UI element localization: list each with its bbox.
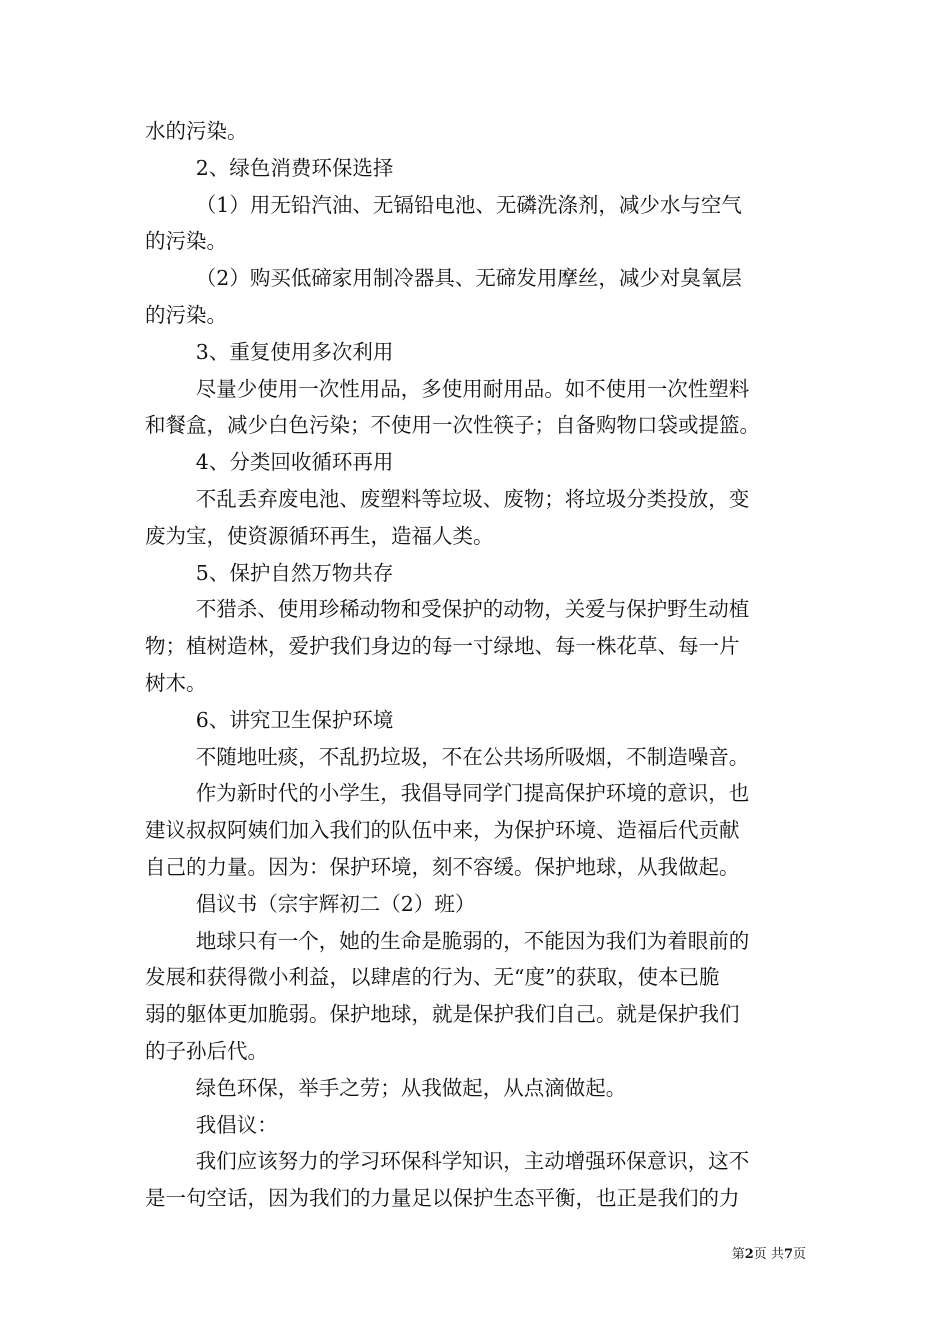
text-line [145,591,811,628]
text-line [145,113,811,150]
current-page-number: 2 [744,1247,754,1262]
text-line [145,996,811,1033]
text-line-content: 水的污染。 [145,119,248,143]
text-line-content: 废为宝，使资源循环再生，造福人类。 [145,523,494,548]
text-line [145,775,811,812]
text-line-content: 我们应该努力的学习环保科学知识，主动增强环保意识，这不 [195,1149,750,1174]
text-line-content: 绿色环保，举手之劳；从我做起，从点滴做起。 [195,1075,627,1100]
page-footer [732,1246,806,1264]
text-line [145,959,811,996]
text-line-content: 地球只有一个，她的生命是脆弱的，不能因为我们为着眼前的 [195,928,750,953]
text-line [145,923,811,960]
text-line [145,1033,811,1070]
text-line [145,849,811,886]
text-line [145,187,811,224]
text-line [145,334,811,371]
text-line-content: 的污染。 [145,229,227,254]
text-line-content: 不猎杀、使用珍稀动物和受保护的动物，关爱与保护野生动植 [195,597,750,622]
text-line-content: 是一句空话，因为我们的力量足以保护生态平衡，也正是我们的力 [145,1186,740,1211]
text-line-content: （2）购买低碲家用制冷器具、无碲发用摩丝，减少对臭氧层 [195,266,742,291]
text-line-content: 4、分类回收循环再用 [195,450,394,475]
text-line-content: 树木。 [145,670,207,695]
text-line [145,260,811,297]
text-line-content: 尽量少使用一次性用品，多使用耐用品。如不使用一次性塑料 [195,376,750,401]
text-line [145,665,811,702]
text-line [145,371,811,408]
footer-prefix: 第 [731,1247,745,1262]
text-line-content: 3、重复使用多次利用 [195,339,394,364]
text-line-content: 倡议书（宗宇辉初二（2）班） [195,891,476,916]
text-line [145,1107,811,1144]
text-line-content: 弱的躯体更加脆弱。保护地球，就是保护我们自己。就是保护我们 [145,1002,740,1027]
text-line [145,407,811,444]
text-line-content: 自己的力量。因为：保护环境，刻不容缓。保护地球，从我做起。 [145,854,740,879]
document-body [145,113,811,1217]
text-line [145,297,811,334]
text-line [145,628,811,665]
text-line-content: 2、绿色消费环保选择 [195,155,394,180]
text-line [145,1180,811,1217]
text-line-content: 和餐盒，减少白色污染；不使用一次性筷子；自备购物口袋或提篮。 [145,413,760,438]
footer-suffix: 页 [792,1247,806,1262]
text-line [145,223,811,260]
text-line-content: 物；植树造林，爱护我们身边的每一寸绿地、每一株花草、每一片 [145,634,740,659]
text-line-content: 的污染。 [145,302,227,327]
text-line-content: 我倡议： [195,1112,278,1137]
text-line [145,555,811,592]
text-line [145,886,811,923]
text-line [145,739,811,776]
text-line-content: 的子孙后代。 [145,1038,268,1063]
text-line [145,481,811,518]
text-line [145,702,811,739]
text-line [145,150,811,187]
text-line-content: 5、保护自然万物共存 [195,560,394,585]
text-line-content: 6、讲究卫生保护环境 [195,707,394,732]
footer-middle: 页 共 [753,1247,784,1262]
text-line [145,1070,811,1107]
text-line [145,444,811,481]
text-line-content: （1）用无铅汽油、无镉铅电池、无磷洗涤剂，减少水与空气 [195,192,742,217]
text-line-content: 不随地吐痰，不乱扔垃圾，不在公共场所吸烟，不制造噪音。 [195,744,750,769]
text-line-content: 不乱丢弃废电池、废塑料等垃圾、废物；将垃圾分类投放，变 [195,486,750,511]
text-line [145,1143,811,1180]
text-line-content: 建议叔叔阿姨们加入我们的队伍中来，为保护环境、造福后代贡献 [145,818,740,843]
total-page-count: 7 [783,1247,793,1262]
text-line [145,518,811,555]
text-line-content: 作为新时代的小学生，我倡导同学门提高保护环境的意识，也 [195,781,750,806]
text-line-content: 发展和获得微小利益，以肆虐的行为、无“度”的获取，使本已脆 [145,965,720,990]
text-line [145,812,811,849]
